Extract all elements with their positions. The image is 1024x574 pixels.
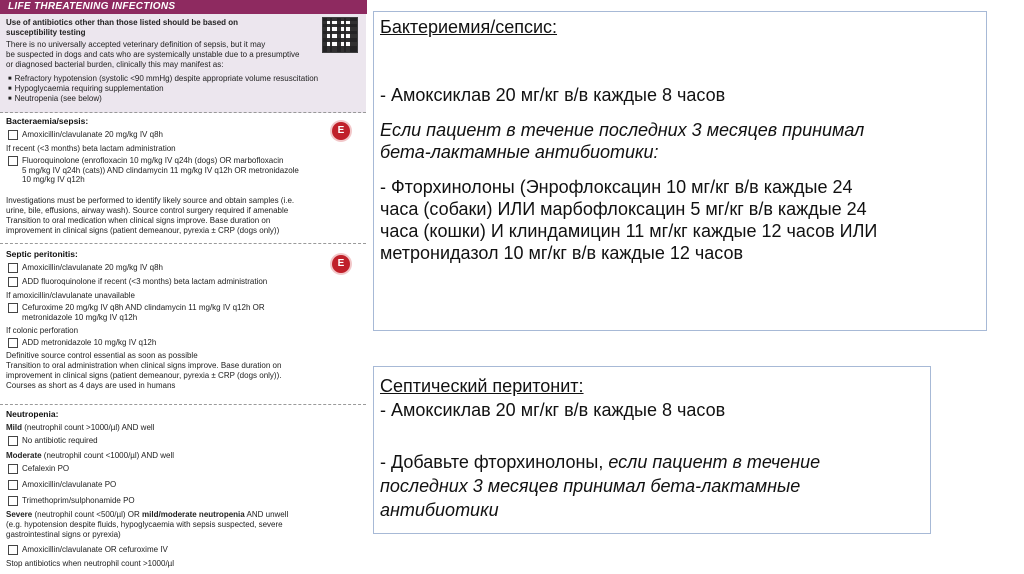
peritonitis-note-1: Definitive source control essential as soon as possible — [6, 351, 198, 360]
checkbox[interactable] — [8, 338, 18, 348]
box2-line-4: антибиотики — [380, 500, 499, 520]
e-badge-icon: E — [332, 122, 350, 140]
qr-code-icon — [322, 17, 358, 53]
box1-title: Бактериемия/сепсис: — [380, 17, 558, 37]
box1-italic-1: Если пациент в течение последних 3 месяцев принимал — [380, 120, 865, 140]
checkbox[interactable] — [8, 464, 18, 474]
box2-line-3: последних 3 месяцев принимал бета-лактамные — [380, 476, 801, 496]
box2-title: Септический перитонит: — [380, 376, 584, 396]
bacteraemia-note-4: improvement in clinical signs (patient demeanour, pyrexia ± CRP (dogs only)) — [6, 226, 280, 235]
box1-line-1: - Амоксиклав 20 мг/кг в/в каждые 8 часов — [380, 85, 726, 105]
document-header-bar — [0, 0, 367, 14]
intro-bold-line-2: susceptibility testing — [6, 28, 86, 37]
bacteraemia-title: Bacteraemia/sepsis: — [6, 116, 89, 126]
neutropenia-severe-option: Amoxicillin/clavulanate OR cefuroxime IV — [8, 545, 168, 557]
neutropenia-moderate: Moderate (neutrophil count <1000/µl) AND well — [6, 451, 175, 460]
antibiotic-guideline-document — [0, 0, 367, 574]
neutropenia-title: Neutropenia: — [6, 409, 59, 419]
peritonitis-condition-2: If colonic perforation — [6, 326, 79, 335]
neutropenia-mild: Mild (neutrophil count >1000/µl) AND well — [6, 423, 155, 432]
neutropenia-section — [0, 406, 366, 574]
box1-body-1: - Фторхинолоны (Энрофлоксацин 10 мг/кг в/в каждые 24 — [380, 177, 853, 197]
checkbox[interactable] — [8, 545, 18, 555]
peritonitis-translation-box — [373, 366, 931, 534]
checkbox[interactable] — [8, 130, 18, 140]
bacteraemia-translation-box — [373, 11, 987, 331]
intro-bold-line-1: Use of antibiotics other than those listed should be based on — [6, 18, 239, 27]
intro-line-2: be suspected in dogs and cats who are systemically unstable due to a presumptive — [6, 50, 300, 59]
checkbox[interactable] — [8, 263, 18, 273]
neutropenia-moderate-option-2: Amoxicillin/clavulanate PO — [8, 480, 116, 492]
bacteraemia-condition-1: If recent (<3 months) beta lactam administration — [6, 144, 176, 153]
peritonitis-option-4: ADD metronidazole 10 mg/kg IV q12h — [8, 338, 156, 350]
box1-italic-2: бета-лактамные антибиотики: — [380, 142, 659, 162]
neutropenia-stop: Stop antibiotics when neutrophil count >1000/µl — [6, 559, 175, 568]
peritonitis-note-2: Transition to oral administration when clinical signs improve. Base duration on — [6, 361, 282, 370]
intro-line-3: or diagnosed bacterial burden, clinically this may manifest as: — [6, 60, 224, 69]
box2-line-2: - Добавьте фторхинолоны, если пациент в течение — [380, 452, 821, 472]
bacteraemia-section — [0, 113, 366, 244]
intro-bullet-1: ■ Refractory hypotension (systolic <90 mmHg) despite appropriate volume resuscitation — [8, 74, 318, 86]
peritonitis-option-1: Amoxicillin/clavulanate 20 mg/kg IV q8h — [8, 263, 163, 275]
peritonitis-note-4: Courses as short as 4 days are used in humans — [6, 381, 176, 390]
peritonitis-title: Septic peritonitis: — [6, 249, 78, 259]
box1-body-3: часа (кошки) И клиндамицин 11 мг/кг каждые 12 часов ИЛИ — [380, 221, 878, 241]
box1-body-4: метронидазол 10 мг/кг в/в каждые 12 часов — [380, 243, 744, 263]
peritonitis-condition-1: If amoxicillin/clavulanate unavailable — [6, 291, 135, 300]
bacteraemia-note-3: Transition to oral medication when clinical signs improve. Base duration on — [6, 216, 271, 225]
e-badge-icon: E — [332, 255, 350, 273]
peritonitis-option-3: Cefuroxime 20 mg/kg IV q8h AND clindamycin 11 mg/kg IV q12h OR metronidazole 10 mg/kg IV q12h — [8, 303, 265, 322]
bacteraemia-option-1: Amoxicillin/clavulanate 20 mg/kg IV q8h — [8, 130, 163, 142]
neutropenia-severe: Severe (neutrophil count <500/µl) OR mild/moderate neutropenia AND unwell — [6, 510, 289, 519]
intro-line-1: There is no universally accepted veterinary definition of sepsis, but it may — [6, 40, 266, 49]
document-header-title: LIFE THREATENING INFECTIONS — [8, 1, 176, 12]
checkbox[interactable] — [8, 303, 18, 313]
peritonitis-option-2: ADD fluoroquinolone if recent (<3 months) beta lactam administration — [8, 277, 267, 289]
peritonitis-section — [0, 246, 366, 405]
intro-panel — [0, 14, 366, 113]
checkbox[interactable] — [8, 277, 18, 287]
intro-bullet-3: ■ Neutropenia (see below) — [8, 94, 102, 106]
bacteraemia-option-2: Fluoroquinolone (enrofloxacin 10 mg/kg IV q24h (dogs) OR marbofloxacin 5 mg/kg IV q24h (cats)) AND clindamycin 11 mg/kg IV q12h OR metronidazole 10 mg/kg IV q12h — [8, 156, 299, 185]
intro-bullet-2: ■ Hypoglycaemia requiring supplementation — [8, 84, 164, 96]
neutropenia-severe-line-1: (e.g. hypotension despite fluids, hypoglycaemia with sepsis suspected, severe — [6, 520, 283, 529]
box1-body-2: часа (собаки) ИЛИ марбофлоксацин 5 мг/кг в/в каждые 24 — [380, 199, 867, 219]
checkbox[interactable] — [8, 156, 18, 166]
neutropenia-moderate-option-3: Trimethoprim/sulphonamide PO — [8, 496, 135, 508]
checkbox[interactable] — [8, 496, 18, 506]
neutropenia-mild-option: No antibiotic required — [8, 436, 98, 448]
neutropenia-moderate-option-1: Cefalexin PO — [8, 464, 69, 476]
checkbox[interactable] — [8, 436, 18, 446]
box2-line-1: - Амоксиклав 20 мг/кг в/в каждые 8 часов — [380, 400, 726, 420]
neutropenia-severe-line-2: gastrointestinal signs or pyrexia) — [6, 530, 121, 539]
bacteraemia-note-1: Investigations must be performed to identify likely source and obtain samples (i.e. — [6, 196, 295, 205]
bacteraemia-note-2: urine, bile, effusions, airway wash). Source control surgery required if amenable — [6, 206, 289, 215]
peritonitis-note-3: improvement in clinical signs (patient demeanour, pyrexia ± CRP (dogs only)). — [6, 371, 282, 380]
checkbox[interactable] — [8, 480, 18, 490]
